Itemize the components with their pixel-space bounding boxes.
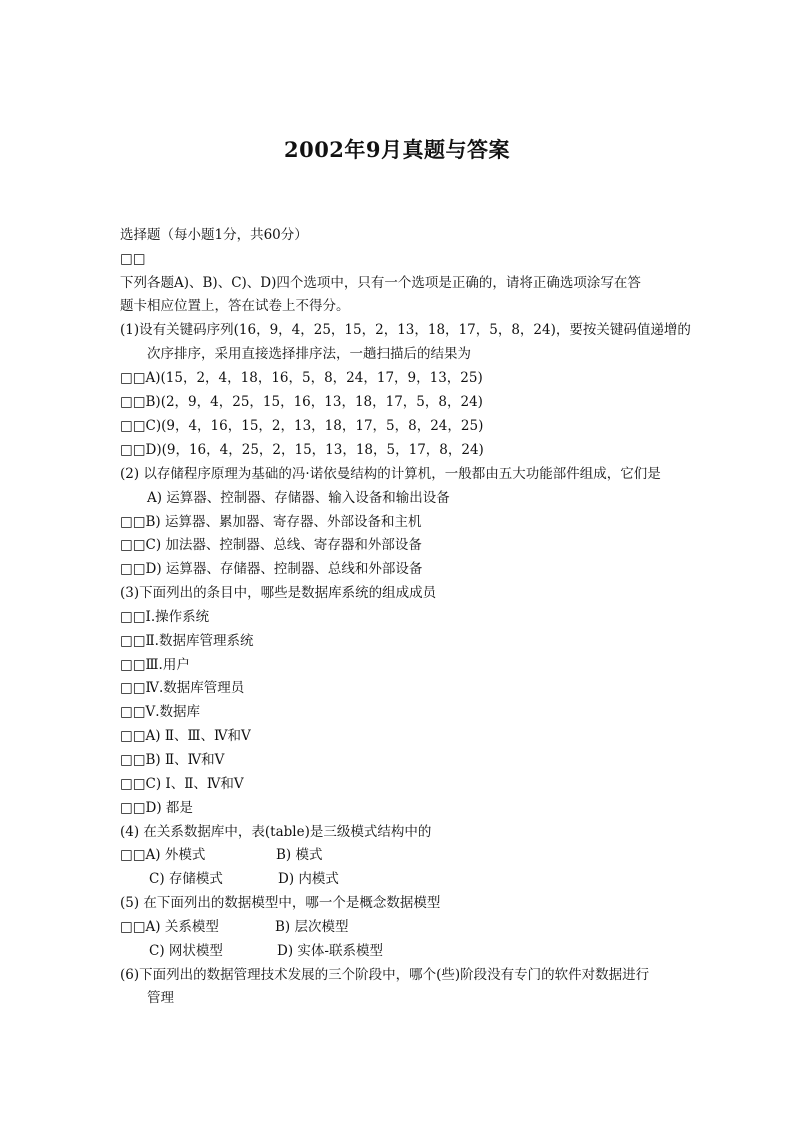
q1-stem-line-2: 次序排序，采用直接选择排序法，一趟扫描后的结果为 [147, 346, 471, 362]
q1-option-d: □□D)(9，16，4，25，2，15，13，18，5，17，8，24) [120, 442, 484, 458]
q3-item-v: □□Ⅴ.数据库 [120, 704, 201, 720]
q2-option-d: □□D) 运算器、存储器、控制器、总线和外部设备 [120, 561, 423, 577]
q4-option-a: □□A) 外模式 [120, 847, 206, 863]
q3-item-ii: □□Ⅱ.数据库管理系统 [120, 633, 254, 649]
q3-option-b: □□B) Ⅱ、Ⅳ和Ⅴ [120, 752, 225, 768]
q1-stem-line-1: (1)设有关键码序列(16，9，4，25，15，2，13，18，17，5，8，24)，要按关键码值递增的 [120, 322, 691, 338]
q1-option-b: □□B)(2，9，4，25，15，16，13，18，17，5，8，24) [120, 394, 483, 410]
section-marker: □□ [120, 251, 146, 267]
q1-option-c: □□C)(9，4，16，15，2，13，18，17，5，8，24，25) [120, 418, 484, 434]
q5-stem: (5) 在下面列出的数据模型中，哪一个是概念数据模型 [120, 895, 441, 911]
q3-option-c: □□C) Ⅰ、Ⅱ、Ⅳ和Ⅴ [120, 776, 244, 792]
q5-option-d: D) 实体-联系模型 [277, 943, 383, 959]
q6-stem-line-1: (6)下面列出的数据管理技术发展的三个阶段中，哪个(些)阶段没有专门的软件对数据进行 [120, 967, 650, 983]
q2-option-b: □□B) 运算器、累加器、寄存器、外部设备和主机 [120, 514, 422, 530]
q5-option-c: C) 网状模型 [149, 943, 223, 959]
q6-stem-line-2: 管理 [147, 990, 174, 1006]
q2-option-c: □□C) 加法器、控制器、总线、寄存器和外部设备 [120, 537, 422, 553]
page-title: 2002年9月真题与答案 [283, 137, 511, 162]
q1-option-a: □□A)(15，2，4，18，16，5，8，24，17，9，13，25) [120, 370, 483, 386]
q2-option-a: A) 运算器、控制器、存储器、输入设备和输出设备 [147, 490, 450, 506]
q3-item-iii: □□Ⅲ.用户 [120, 657, 190, 673]
section-heading: 选择题（每小题1分，共60分） [120, 227, 308, 243]
q2-stem: (2) 以存储程序原理为基础的冯·诺依曼结构的计算机，一般都由五大功能部件组成，它们是 [120, 466, 661, 482]
q3-item-i: □□Ⅰ.操作系统 [120, 609, 210, 625]
q4-option-b: B) 模式 [276, 847, 323, 863]
q3-option-a: □□A) Ⅱ、Ⅲ、Ⅳ和Ⅴ [120, 728, 251, 744]
instructions-line-1: 下列各题A)、B)、C)、D)四个选项中，只有一个选项是正确的，请将正确选项涂写在答 [120, 275, 641, 291]
q3-option-d: □□D) 都是 [120, 800, 193, 816]
q5-option-b: B) 层次模型 [275, 919, 349, 935]
q4-option-c: C) 存储模式 [149, 871, 223, 887]
q4-stem: (4) 在关系数据库中，表(table)是三级模式结构中的 [120, 824, 432, 840]
q5-option-a: □□A) 关系模型 [120, 919, 219, 935]
q3-item-iv: □□Ⅳ.数据库管理员 [120, 680, 245, 696]
q3-stem: (3)下面列出的条目中，哪些是数据库系统的组成成员 [120, 585, 437, 601]
q4-option-d: D) 内模式 [278, 871, 339, 887]
instructions-line-2: 题卡相应位置上，答在试卷上不得分。 [120, 298, 350, 314]
